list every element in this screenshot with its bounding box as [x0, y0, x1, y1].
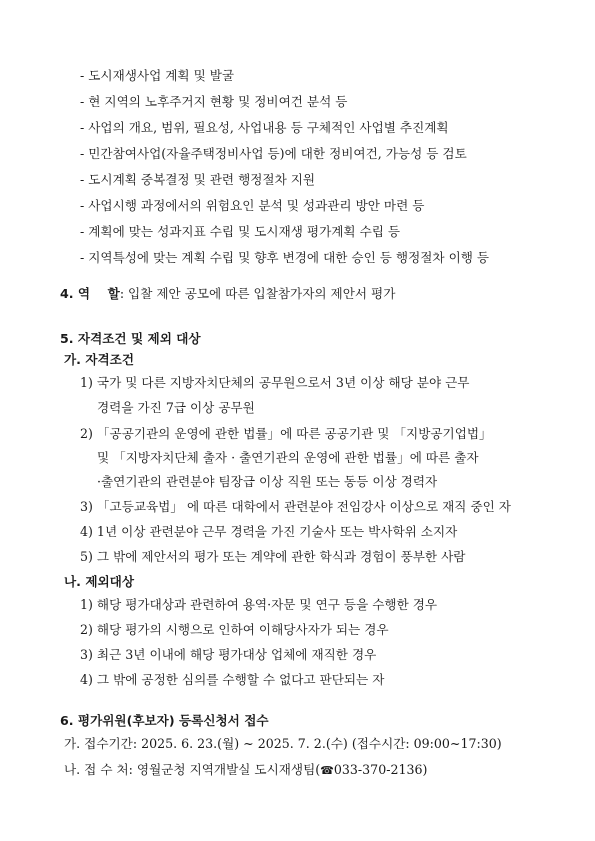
exclusion-subheading: 나. 제외대상 [64, 574, 134, 589]
submission-place [64, 762, 427, 779]
qualification-item-cont: 및 「지방자치단체 출자 · 출연기관의 운영에 관한 법률」에 따른 출자 [97, 450, 479, 465]
bullet-item: - 계획에 맞는 성과지표 수립 및 도시재생 평가계획 수립 등 [80, 224, 401, 239]
exclusion-item: 3) 최근 3년 이내에 해당 평가대상 업체에 재직한 경우 [80, 647, 377, 662]
section-5-heading: 5. 자격조건 및 제외 대상 [60, 331, 201, 346]
section-4-text: : 입찰 제안 공모에 따른 입찰참가자의 제안서 평가 [119, 286, 396, 301]
submission-place-text: 나. 접 수 처: 영월군청 지역개발실 도시재생팀( [64, 762, 321, 777]
qualification-item: 1) 국가 및 다른 지방자치단체의 공무원으로서 3년 이상 해당 분야 근무 [80, 375, 470, 390]
bullet-item: - 사업시행 과정에서의 위험요인 분석 및 성과관리 방안 마련 등 [80, 198, 425, 213]
qualification-item-cont: ·출연기관의 관련분야 팀장급 이상 직원 또는 동등 이상 경력자 [97, 474, 438, 489]
submission-period: 가. 접수기간: 2025. 6. 23.(월) ~ 2025. 7. 2.(수) (접수시간: 09:00~17:30) [64, 736, 502, 751]
section-4-heading: 4. 역 할 [60, 286, 120, 301]
bullet-item: - 도시재생사업 계획 및 발굴 [80, 68, 235, 83]
qualification-item-cont: 경력을 가진 7급 이상 공무원 [97, 400, 255, 415]
qualification-item: 3) 「고등교육법」 에 따른 대학에서 관련분야 전임강사 이상으로 재직 중인 자 [80, 499, 511, 514]
bullet-item: - 사업의 개요, 범위, 필요성, 사업내용 등 구체적인 사업별 추진계획 [80, 120, 449, 135]
exclusion-item: 1) 해당 평가대상과 관련하여 용역·자문 및 연구 등을 수행한 경우 [80, 597, 438, 612]
exclusion-item: 4) 그 밖에 공정한 심의를 수행할 수 없다고 판단되는 자 [80, 672, 385, 687]
bullet-item: - 민간참여사업(자율주택정비사업 등)에 대한 정비여건, 가능성 등 검토 [80, 146, 467, 161]
section-4-role [60, 286, 395, 302]
qualification-item: 2) 「공공기관의 운영에 관한 법률」에 따른 공공기관 및 「지방공기업법」 [80, 426, 492, 441]
exclusion-item: 2) 해당 평가의 시행으로 인하여 이해당사자가 되는 경우 [80, 622, 389, 637]
bullet-item: - 현 지역의 노후주거지 현황 및 정비여건 분석 등 [80, 94, 348, 109]
phone-icon: ☎ [320, 764, 334, 777]
bullet-item: - 지역특성에 맞는 계획 수립 및 향후 변경에 대한 승인 등 행정절차 이행 등 [80, 250, 490, 265]
qualification-item: 4) 1년 이상 관련분야 근무 경력을 가진 기술사 또는 박사학위 소지자 [80, 524, 458, 539]
bullet-item: - 도시계획 중복결정 및 관련 행정절차 지원 [80, 172, 316, 187]
qualification-item: 5) 그 밖에 제안서의 평가 또는 계약에 관한 학식과 경험이 풍부한 사람 [80, 549, 466, 564]
submission-phone: 033-370-2136) [333, 762, 428, 777]
section-6-heading: 6. 평가위원(후보자) 등록신청서 접수 [60, 713, 269, 728]
qualification-subheading: 가. 자격조건 [64, 352, 134, 367]
